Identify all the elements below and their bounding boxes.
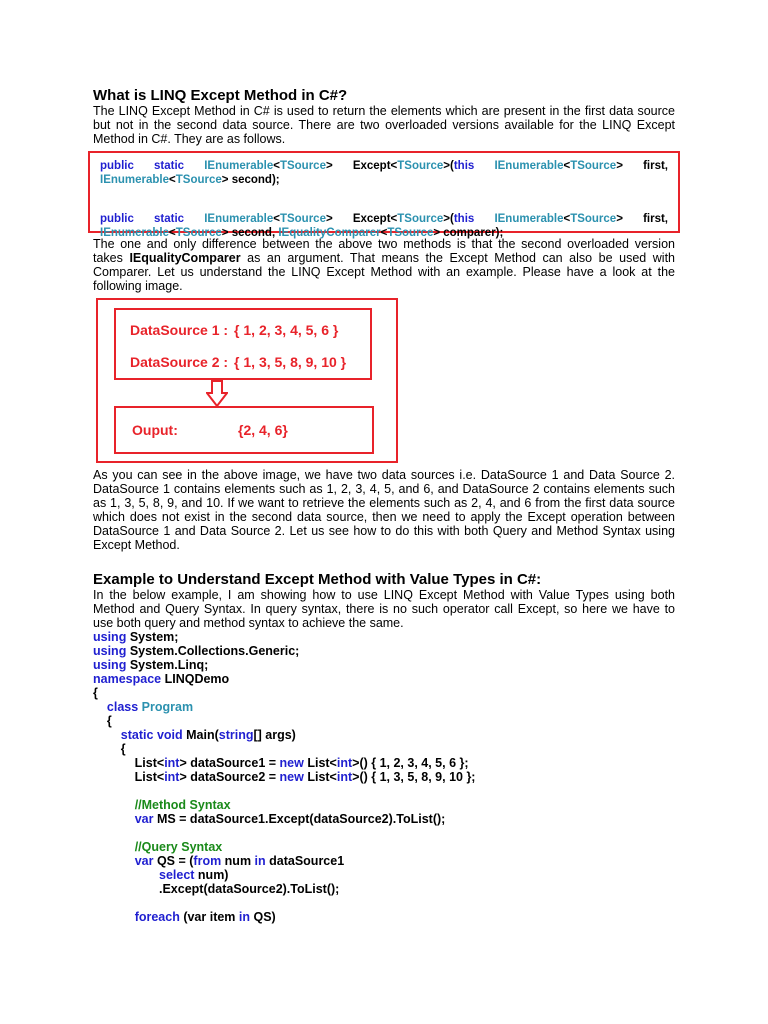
type-tsource: TSource [175,227,222,239]
code-text: [] args) [253,728,296,742]
code-text: List< [93,756,165,770]
datasource-1-label: DataSource 1 : [130,322,229,338]
type-ienumerable: IEnumerable [204,213,274,225]
code-text: > dataSource2 = [179,770,280,784]
code-line [93,840,675,854]
code-text: QS) [250,910,276,924]
code-text: System.Collections.Generic; [126,644,300,658]
code-text: >() { 1, 3, 5, 8, 9, 10 }; [352,770,476,784]
code-text [93,798,135,812]
code-line [93,910,675,924]
type-tsource: TSource [570,213,617,225]
type-ienumerable: IEnumerable [494,160,564,172]
intro-paragraph: The LINQ Except Method in C# is used to return the elements which are present in the first data source but not in the second data source. There are two overloaded versions available for the LINQ Except Method in C#. They are as follows. [93,104,675,146]
type-iequalitycomparer: IEqualityComparer [278,227,381,239]
type-tsource: TSource [387,227,434,239]
code-text: > dataSource1 = [179,756,280,770]
code-text: List< [93,770,165,784]
code-comment: //Query Syntax [134,840,223,854]
sym-lt: < [380,227,388,239]
code-block [93,630,675,924]
code-keyword: var [134,812,154,826]
sym-gt: > [325,213,333,225]
code-keyword: void [156,728,183,742]
code-text: LINQDemo [161,672,230,686]
kw-this: this [453,160,475,172]
article-content [93,87,675,924]
param-first: first, [643,213,668,225]
code-text [93,700,107,714]
code-text: { [93,714,112,728]
code-keyword: namespace [93,672,162,686]
code-line [93,728,675,742]
code-line [93,798,675,812]
code-line [93,826,675,840]
sym-gt: > [221,227,229,239]
code-text: dataSource1 [265,854,345,868]
kw-this: this [453,213,475,225]
kw-static: static [154,160,185,172]
code-text [93,728,121,742]
code-text: System.Linq; [126,658,209,672]
code-text: num) [194,868,229,882]
sym-gt: > [433,227,441,239]
type-ienumerable: IEnumerable [100,227,170,239]
code-line [93,882,675,896]
code-line [93,770,675,784]
datasource-2-value: { 1, 3, 5, 8, 9, 10 } [234,354,347,370]
code-text [93,812,135,826]
code-line [93,896,675,910]
down-arrow-icon [206,380,228,408]
code-line [93,756,675,770]
code-text: System; [126,630,179,644]
code-keyword: int [164,770,180,784]
datasource-2-label: DataSource 2 : [130,354,229,370]
kw-public: public [100,213,134,225]
kw-static: static [154,213,185,225]
code-keyword: static [120,728,154,742]
code-keyword: int [336,770,353,784]
code-text: Main( [182,728,219,742]
code-text: >() { 1, 2, 3, 4, 5, 6 }; [352,756,469,770]
type-tsource: TSource [279,213,326,225]
method-except: Except [352,213,391,225]
difference-text-a: The one and only difference between the above two methods is that the second overloaded version takes [93,237,675,265]
type-tsource: TSource [175,174,222,186]
sym-lt: < [390,213,398,225]
datasource-1-line [130,322,338,338]
code-line [93,868,675,882]
code-keyword: int [164,756,180,770]
type-tsource: TSource [570,160,617,172]
iequalitycomparer-bold: IEqualityComparer [129,251,241,265]
code-line [93,672,675,686]
code-keyword: in [254,854,266,868]
code-keyword: new [279,756,304,770]
output-box [114,406,374,454]
sym-gt: > [221,174,229,186]
code-line [93,630,675,644]
code-line [93,686,675,700]
param-comparer: comparer); [443,227,504,239]
difference-paragraph [93,237,675,293]
code-text [93,910,135,924]
sym-lt: < [169,227,176,239]
code-text: (var item [179,910,239,924]
param-second: second, [231,227,276,239]
datasource-1-value: { 1, 2, 3, 4, 5, 6 } [234,322,339,338]
code-line [93,658,675,672]
type-tsource: TSource [279,160,326,172]
output-value: {2, 4, 6} [238,422,288,438]
output-label: Ouput: [132,422,178,438]
sym-lt: < [563,213,571,225]
code-class-name: Program [141,700,194,714]
code-line [93,784,675,798]
code-text: List< [303,756,337,770]
explanation-paragraph: As you can see in the above image, we have two data sources i.e. DataSource 1 and Data Source 2. DataSource 1 contains elements such as 1, 2, 3, 4, 5, and 6, and DataSource 2 contains elements such as 1, 3, 5, 8, 9, and 10. If we want to retrieve the elements such as 2, 4, and 6 from the first data source which does not exist in the second data source, then we need to apply the Except operation between DataSource 1 and Data Source 2. Let us see how to do this with both Query and Method Syntax using Except Method. [93,468,675,552]
except-diagram [96,298,398,463]
datasources-box [114,308,372,380]
type-ienumerable: IEnumerable [494,213,564,225]
code-keyword: from [193,854,222,868]
code-text: { [93,686,98,700]
signature-1: public static IEnumerable<TSource> Except<TSource>(this IEnumerable<TSource> first, IEnumerable<TSource> second); [100,160,668,186]
sym-lt: < [273,160,280,172]
type-ienumerable: IEnumerable [100,174,170,186]
code-text [93,854,135,868]
code-keyword: using [93,644,127,658]
code-text: MS = dataSource1.Except(dataSource2).ToList(); [153,812,446,826]
code-keyword: new [279,770,304,784]
code-line [93,812,675,826]
code-text: .Except(dataSource2).ToList(); [93,882,340,896]
code-text: { [93,742,126,756]
sym-lt: < [563,160,571,172]
code-line [93,714,675,728]
code-keyword: string [218,728,254,742]
code-keyword: using [93,658,127,672]
sym-lt: < [273,213,280,225]
datasource-2-line [130,354,346,370]
type-ienumerable: IEnumerable [204,160,274,172]
code-comment: //Method Syntax [134,798,231,812]
signature-2: public static IEnumerable<TSource> Except<TSource>(this IEnumerable<TSource> first, IEnumerable<TSource> second, IEqualityComparer<TSource> comparer); [100,213,668,239]
example-intro-paragraph: In the below example, I am showing how to use LINQ Except Method with Value Types using both Method and Query Syntax. In query syntax, there is no such operator call Except, so here we have to use both query and method syntax to achieve the same. [93,588,675,630]
heading-what-is-except: What is LINQ Except Method in C#? [93,87,348,104]
code-keyword: in [238,910,251,924]
param-second: second); [231,174,280,186]
kw-public: public [100,160,134,172]
param-first: first, [643,160,668,172]
method-except: Except [352,160,391,172]
code-keyword: var [134,854,154,868]
code-text: num [221,854,255,868]
sym-gt: > [325,160,333,172]
code-line [93,742,675,756]
code-keyword: class [106,700,139,714]
code-text: List< [303,770,337,784]
code-keyword: using [93,630,127,644]
method-signatures-box [88,151,680,239]
difference-text-b: as an argument. That means the Except Method can also be used with Comparer. Let us understand the LINQ Except Method with an example. Please have a look at the following image. [93,251,675,293]
code-line [93,854,675,868]
code-keyword: int [336,756,353,770]
sym-gt: > [443,160,450,172]
code-line [93,644,675,658]
sym-gt: > [616,213,623,225]
code-text [93,840,135,854]
code-text: QS = ( [153,854,194,868]
heading-example: Example to Understand Except Method with Value Types in C#: [93,571,542,588]
sym-lt: < [169,174,176,186]
sym-lt: < [390,160,398,172]
code-keyword: select [159,868,195,882]
sym-gt: > [443,213,450,225]
code-keyword: foreach [134,910,180,924]
type-tsource: TSource [397,160,444,172]
sym-gt: > [616,160,623,172]
code-line [93,700,675,714]
type-tsource: TSource [397,213,444,225]
code-text [93,868,159,882]
